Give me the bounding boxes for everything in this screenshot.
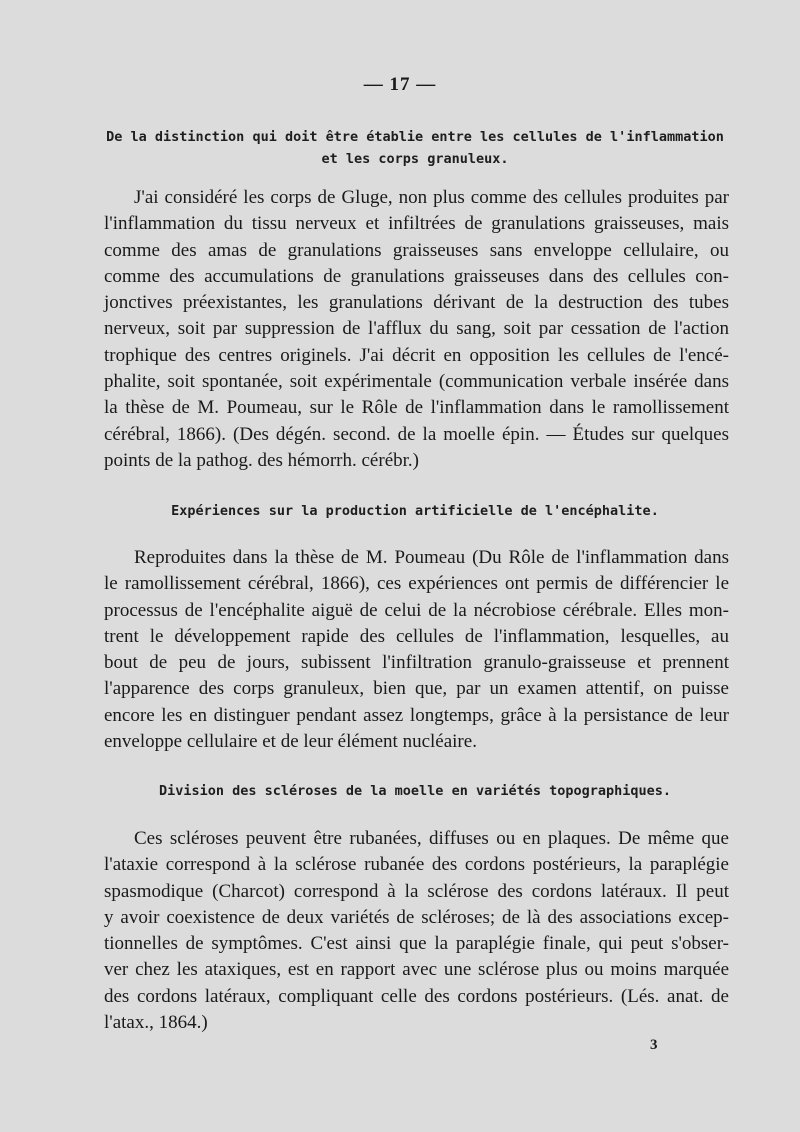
text-line: des cordons latéraux, compliquant celle des cordons postérieurs. (Lés. anat. de — [104, 985, 729, 1007]
text-line: encore les en distinguer pendant assez longtemps, grâce à la persistance de leur — [104, 704, 729, 726]
text-line: processus de l'encéphalite aiguë de celui de la nécrobiose cérébrale. Elles mon- — [104, 599, 729, 621]
text-line: phalite, soit spontanée, soit expérimentale (communication verbale insérée dans — [104, 371, 729, 393]
section-heading-distinction: De la distinction qui doit être établie entre les cellules de l'inflammation et les corps granuleux. — [106, 129, 724, 167]
text-line: le ramollissement cérébral, 1866), ces expériences ont permis de différencier le — [104, 573, 729, 595]
text-line: cérébral, 1866). (Des dégén. second. de la moelle épin. — Études sur quelques — [104, 423, 729, 445]
text-line: trophique des centres originels. J'ai décrit en opposition les cellules de l'encé- — [104, 344, 729, 366]
text-line: l'inflammation du tissu nerveux et infiltrées de granulations graisseuses, mais — [104, 213, 729, 235]
text-line: comme des accumulations de granulations graisseuses dans des cellules con- — [104, 265, 729, 287]
text-line: comme des amas de granulations graisseuses sans enveloppe cellulaire, ou — [104, 239, 729, 261]
text-line: la thèse de M. Poumeau, sur le Rôle de l'inflammation dans le ramollissement — [104, 397, 729, 419]
text-line: bout de peu de jours, subissent l'infiltration granulo-graisseuse et prennent — [104, 652, 729, 674]
text-line: Ces scléroses peuvent être rubanées, diffuses ou en plaques. De même que — [134, 828, 729, 849]
text-line: jonctives préexistantes, les granulations dérivant de la destruction des tubes — [104, 292, 729, 314]
section-heading-experiences: Expériences sur la production artificielle de l'encéphalite. — [171, 503, 659, 519]
text-line: ver chez les ataxiques, est en rapport avec une sclérose plus ou moins marquée — [104, 959, 729, 981]
text-line: enveloppe cellulaire et de leur élément nucléaire. — [104, 731, 477, 753]
signature-mark: 3 — [650, 1037, 658, 1053]
text-line: y avoir coexistence de deux variétés de scléroses; de là des associations excep- — [104, 906, 729, 928]
text-line: trent le développement rapide des cellules de l'inflammation, lesquelles, au — [104, 625, 729, 647]
text-line: Reproduites dans la thèse de M. Poumeau (Du Rôle de l'inflammation dans — [134, 547, 729, 568]
paragraph-distinction — [104, 185, 729, 474]
text-line: points de la pathog. des hémorrh. cérébr.) — [104, 449, 419, 471]
section-heading-division: Division des scléroses de la moelle en variétés topographiques. — [158, 783, 672, 799]
text-line: J'ai considéré les corps de Gluge, non plus comme des cellules produites par — [134, 187, 729, 208]
text-line: tionnelles de symptômes. C'est ainsi que la paraplégie finale, qui peut s'obser- — [104, 933, 729, 955]
text-line: spasmodique (Charcot) correspond à la sclérose des cordons latéraux. Il peut — [104, 880, 729, 902]
text-line: l'atax., 1864.) — [104, 1012, 208, 1034]
page-number: — 17 — — [363, 74, 437, 95]
paragraph-division — [104, 826, 729, 1036]
text-line: nerveux, soit par suppression de l'afflux du sang, soit par cessation de l'action — [104, 318, 729, 340]
text-line: l'apparence des corps granuleux, bien que, par un examen attentif, on puisse — [104, 678, 729, 700]
text-line: l'ataxie correspond à la sclérose rubanée des cordons postérieurs, la paraplégie — [104, 854, 729, 876]
paragraph-experiences — [104, 545, 729, 755]
